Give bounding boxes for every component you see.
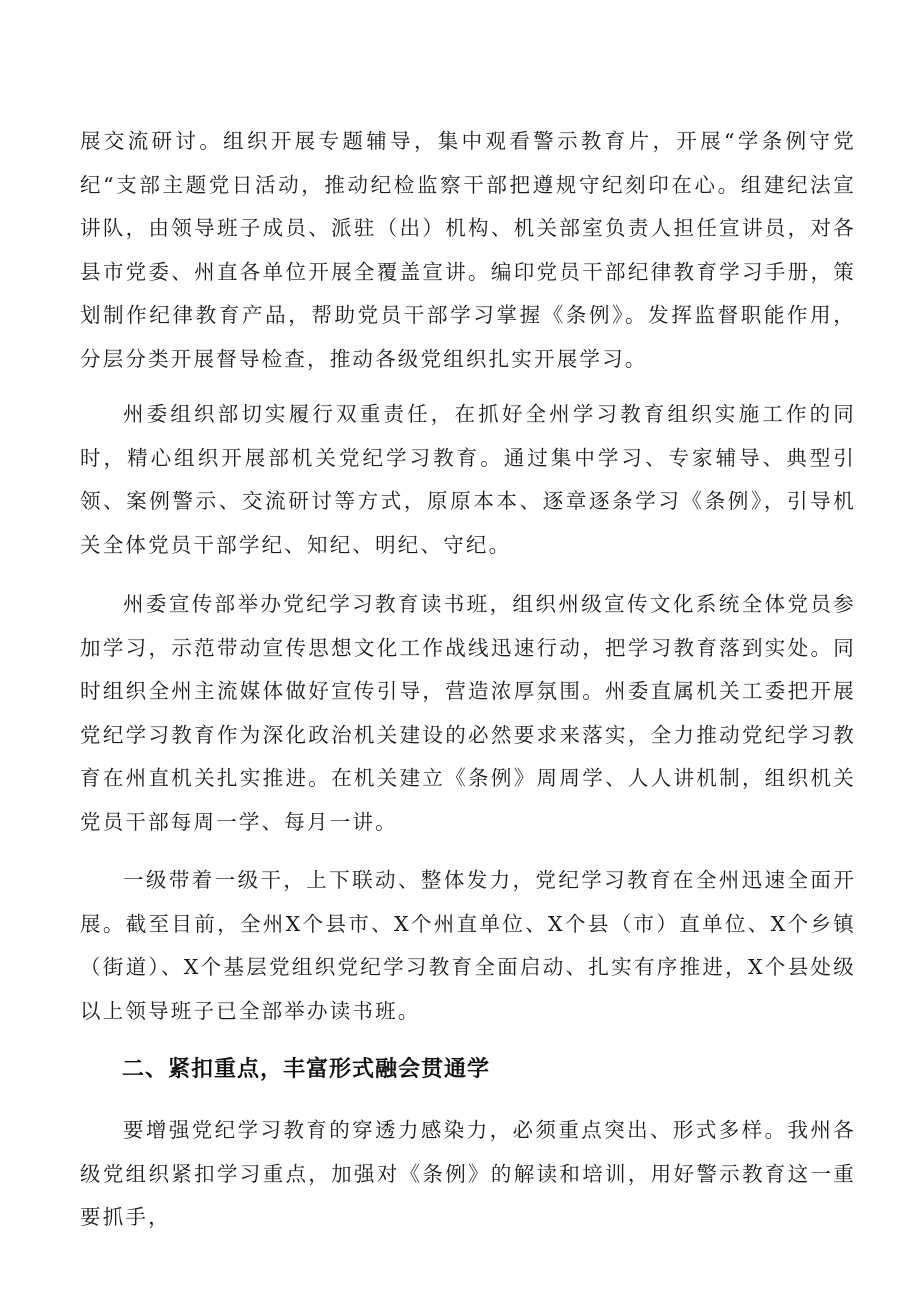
paragraph-overall-progress: 一级带着一级干，上下联动、整体发力，党纪学习教育在全州迅速全面开展。截至目前，全州X个县市、X个州直单位、X个县（市）直单位、X个乡镇（街道）、X个基层党组织党纪学习教育全面启动、扎实有序推进，X个县处级以上领导班子已全部举办读书班。 [80,868,856,1023]
paragraph-organization-dept: 州委组织部切实履行双重责任，在抓好全州学习教育组织实施工作的同时，精心组织开展部机关党纪学习教育。通过集中学习、专家辅导、典型引领、案例警示、交流研讨等方式，原原本本、逐章逐条学习《条例》，引导机关全体党员干部学纪、知纪、明纪、守纪。 [80,402,856,557]
paragraph-continuation: 展交流研讨。组织开展专题辅导，集中观看警示教育片，开展“学条例守党纪“支部主题党日活动，推动纪检监察干部把遵规守纪刻印在心。组建纪法宣讲队，由领导班子成员、派驻（出）机构、机关部室负责人担任宣讲员，对各县市党委、州直各单位开展全覆盖宣讲。编印党员干部纪律教育学习手册，策划制作纪律教育产品，帮助党员干部学习掌握《条例》。发挥监督职能作用，分层分类开展督导检查，推动各级党组织扎实开展学习。 [80,129,856,371]
paragraph-publicity-dept: 州委宣传部举办党纪学习教育读书班，组织州级宣传文化系统全体党员参加学习，示范带动宣传思想文化工作战线迅速行动，把学习教育落到实处。同时组织全州主流媒体做好宣传引导，营造浓厚氛围。州委直属机关工委把开展党纪学习教育作为深化政治机关建设的必然要求来落实，全力推动党纪学习教育在州直机关扎实推进。在机关建立《条例》周周学、人人讲机制，组织机关党员干部每周一学、每月一讲。 [80,592,856,834]
section-heading: 二、紧扣重点，丰富形式融会贯通学 [122,1057,491,1082]
paragraph-section-intro: 要增强党纪学习教育的穿透力感染力，必须重点突出、形式多样。我州各级党组织紧扣学习重点，加强对《条例》的解读和培训，用好警示教育这一重要抓手， [80,1118,856,1229]
